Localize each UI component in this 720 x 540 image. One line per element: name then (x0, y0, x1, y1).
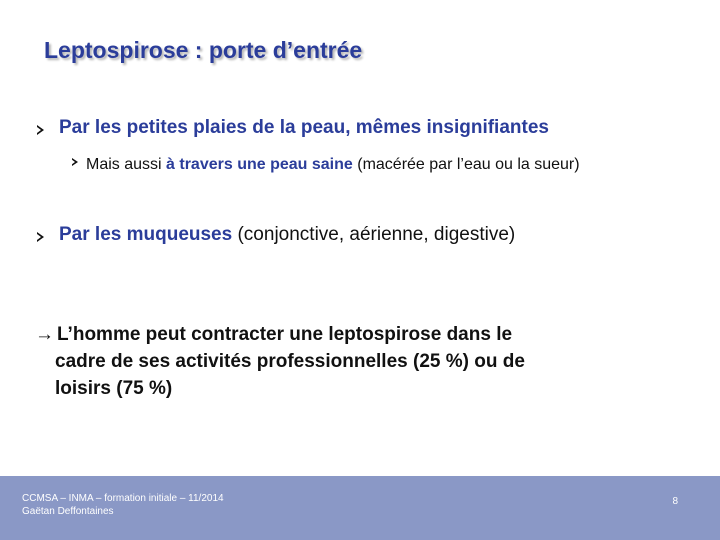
bullet-2-emphasis: Par les muqueuses (59, 224, 233, 245)
footer-credits (22, 492, 224, 518)
slide-title: Leptospirose : porte d’entrée (44, 37, 363, 63)
conclusion (35, 321, 675, 402)
bullet-1-text: Par les petites plaies de la peau, mêmes insignifiantes (59, 117, 549, 138)
conclusion-line-2: cadre de ses activités professionnelles (25 %) ou de (55, 351, 525, 372)
bullet-2-suffix: (conjonctive, aérienne, digestive) (232, 224, 516, 245)
page-number: 8 (672, 496, 678, 507)
bullet-2 (59, 224, 515, 246)
sub-bullet-emphasis: à travers une peau saine (166, 156, 353, 173)
right-arrow-icon: → (35, 324, 54, 345)
arrow-bullet-icon (37, 232, 44, 242)
arrow-bullet-icon (37, 125, 44, 135)
bullet-1 (59, 117, 549, 139)
sub-bullet-prefix: Mais aussi (86, 156, 167, 173)
conclusion-line-3: loisirs (75 %) (55, 378, 173, 399)
footer-line-2: Gaëtan Deffontaines (22, 506, 114, 517)
sub-arrow-bullet-icon (72, 158, 78, 166)
conclusion-line-1 (35, 321, 675, 348)
footer-band (0, 476, 720, 540)
conclusion-line-1-text: L’homme peut contracter une leptospirose dans le (57, 324, 513, 345)
footer-line-1: CCMSA – INMA – formation initiale – 11/2014 (22, 493, 224, 504)
sub-bullet (86, 153, 686, 176)
sub-bullet-suffix: (macérée par l’eau ou la sueur) (352, 156, 580, 173)
